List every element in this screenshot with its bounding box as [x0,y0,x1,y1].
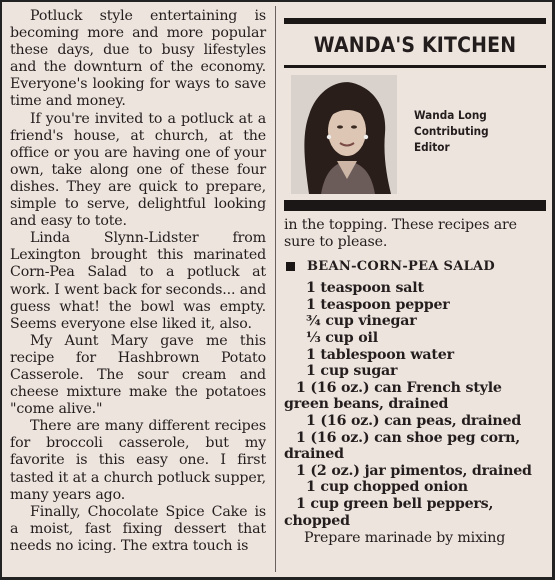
ingredient-item: 1 tablespoon water [306,346,454,363]
ingredient-item: 1 cup green bell peppers, chopped [284,496,494,529]
author-name: Wanda Long [414,108,487,122]
column-divider [275,6,276,572]
ingredient-item: 1 teaspoon salt [306,280,424,297]
recipe-heading [284,258,546,275]
author-role: Contributing [414,123,489,138]
article-left-column [10,8,266,555]
author-role: Editor [414,139,450,154]
masthead-rule [284,200,546,211]
article-right-column [284,18,546,547]
article-paragraph: If you're invited to a potluck at a friend's house, at church, at the office or you are having one of your own, take along one of these four dishes. They are quick to prepare, simple to serve, delightful looking and easy to tote. [10,110,266,230]
article-paragraph: My Aunt Mary gave me this recipe for Hashbrown Potato Casserole. The sour cream and cheese mixture make the potatoes "come alive." [10,332,266,418]
ingredient-item: 1 teaspoon pepper [306,296,450,313]
ingredient-item: 1 cup chopped onion [306,479,468,496]
column-title: WANDA'S KITCHEN [313,33,517,57]
recipe-section [284,217,546,547]
ingredient-item: 1 (16 oz.) can French style green beans, drained [284,379,502,413]
byline [414,108,489,155]
article-paragraph: Prepare marinade by mixing [304,530,506,547]
masthead [284,18,546,211]
ingredient-list [284,280,546,529]
square-bullet-icon [286,262,295,271]
ingredient-item: ⅓ cup oil [306,330,378,347]
ingredient-item: 1 cup sugar [306,363,398,380]
recipe-title: BEAN-CORN-PEA SALAD [307,259,495,275]
ingredient-item: 1 (16 oz.) can peas, drained [306,413,522,430]
ingredient-item: ¾ cup vinegar [306,313,417,330]
article-paragraph: in the topping. These recipes are sure to please. [284,217,517,251]
article-paragraph: There are many different recipes for broccoli casserole, but my favorite is this easy one. I first tasted it at a church potluck supper, many years ago. [10,418,266,503]
article-paragraph: Linda Slynn-Lidster from Lexington brought this marinated Corn-Pea Salad to a potluck at work. I went back for seconds... and guess what! the bowl was empty. Seems everyone else liked it, also. [10,230,266,332]
author-photo [291,75,397,194]
ingredient-item: 1 (2 oz.) jar pimentos, drained [296,462,532,479]
article-paragraph: Potluck style entertaining is becoming more and more popular these days, due to busy lifestyles and the downturn of the economy. Everyone's looking for ways to save time and money. [10,8,266,110]
article-paragraph: Finally, Chocolate Spice Cake is a moist, fast fixing dessert that needs no icing. The extra touch is [10,503,266,554]
ingredient-item: 1 (16 oz.) can shoe peg corn, drained [284,429,520,463]
masthead-body [284,68,546,200]
